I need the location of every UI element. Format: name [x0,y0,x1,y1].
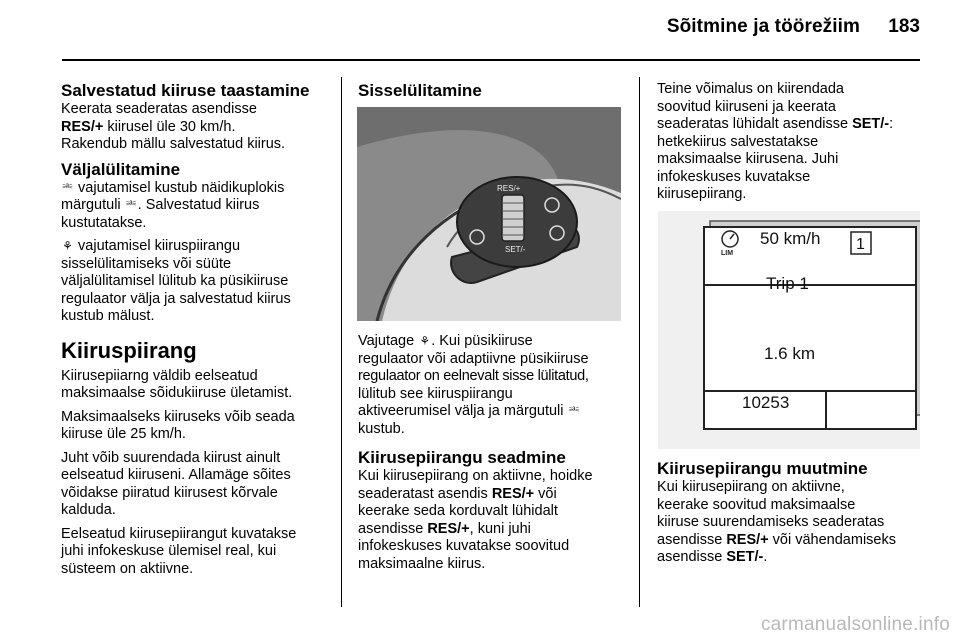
heading-set-limit: Kiirusepiirangu seadmine [358,448,566,467]
paragraph-change-limit: Kui kiirusepiirang on aktiivne, keerake soovitud maksimaalse kiiruse suurendamiseks seaderatas asendisse RES/+ või vähendamiseks asendisse SET/-. [657,479,896,565]
speed-limiter-icon: ⚘ [62,239,73,253]
heading-switch-on: Sisselülitamine [358,81,482,100]
paragraph-switch-on: Vajutage ⚘. Kui püsikiiruse regulaator või adaptiivne püsikiiruse regulaator on eelnevalt sisse lülitatud, lülitub see kiiruspiirangu aktiveerumisel välja ja märgutuli ⎃ kustub. [358,333,589,437]
wheel-res-label: RES/+ [497,184,521,193]
heading-change-limit: Kiirusepiirangu muutmine [657,459,868,478]
paragraph-limiter-driver: Juht võib suurendada kiirust ainult eelseatud kiiruseni. Allamäge sõites võidakse piiratud kiirusest kõrvale kalduda. [61,449,291,518]
display-trip: Trip 1 [766,274,809,293]
page-number: 183 [888,16,920,37]
header-rule [62,59,920,61]
heading-speed-limiter: Kiiruspiirang [61,337,197,363]
cruise-off-icon: ⎃ [62,180,73,195]
paragraph-set-limit: Kui kiirusepiirang on aktiivne, hoidke seaderatast asendis RES/+ või keerake seda korduvalt lühidalt asendisse RES/+, kuni juhi infokeskuses kuvatakse soovitud maksimaalne kiirus. [358,468,593,572]
left-column [61,81,333,584]
page-header-title: Sõitmine ja töörežiim [666,16,860,37]
cruise-off-icon: ⎃ [126,198,137,212]
paragraph-resume: Keerata seaderatas asendisse RES/+ kiirusel üle 30 km/h. Rakendub mällu salvestatud kiirus. [61,101,286,152]
speed-limiter-icon: ⚘ [419,334,431,348]
paragraph-switch-off: ⎃ vajutamisel kustub näidikuplokis märgutuli ⎃. Salvestatud kiirus kustutatakse. [61,179,285,231]
paragraph-limiter-max: Maksimaalseks kiiruseks võib seada kiiruse üle 25 km/h. [61,408,295,442]
cruise-off-icon: ⎃ [568,404,580,418]
right-column-bottom [657,459,929,573]
heading-resume: Salvestatud kiiruse taastamine [61,81,310,100]
paragraph-limiter-switch: ⚘ vajutamisel kiiruspiirangu sisselülitamiseks või süüte väljalülitamisel lülitub ka püsikiiruse regulaator välja ja salvestatud kiirus kustub mälust. [61,238,291,324]
paragraph-limiter-intro: Kiirusepiiarng väldib eelseatud maksimaalse sõidukiiruse ületamist. [61,367,293,401]
column-divider-left [341,77,342,607]
column-divider-right [639,77,640,607]
watermark: carmanualsonline.info [760,614,950,635]
display-lim-label: LIM [721,250,734,257]
paragraph-alternative: Teine võimalus on kiirendada soovitud kiiruseni ja keerata seaderatas lühidalt asendisse SET/-: hetkekiirus salvestatakse maksimaalse kiirusena. Juhi infokeskuses kuvatakse kiirusepiirang. [657,81,894,202]
display-distance: 1.6 km [764,344,816,363]
wheel-set-label: SET/- [505,245,526,254]
display-speed: 50 km/h [760,229,821,248]
middle-column-top [358,81,628,101]
display-gear: 1 [856,236,865,253]
driver-info-display-illustration [658,211,920,449]
middle-column-bottom [358,333,630,579]
right-column-top [657,81,929,210]
paragraph-limiter-display: Eelseatud kiirusepiirangut kuvatakse juhi infokeskuse ülemisel real, kui süsteem on aktiivne. [61,525,297,577]
steering-wheel-illustration [357,107,621,321]
heading-switch-off: Väljalülitamine [61,159,181,179]
display-odometer: 10253 [742,393,790,412]
